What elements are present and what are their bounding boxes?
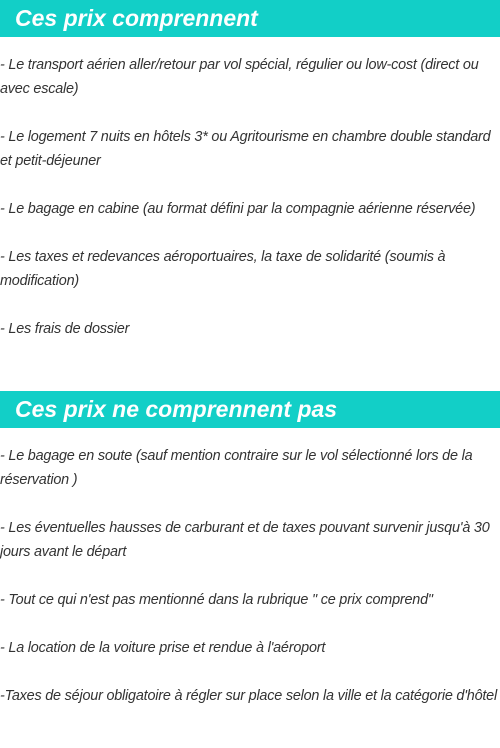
excludes-item-hold-baggage: - Le bagage en soute (sauf mention contraire sur le vol sélectionné lors de la réservation ) [0,448,473,488]
includes-item-cabin-baggage: - Le bagage en cabine (au format défini par la compagnie aérienne réservée) [0,201,476,217]
includes-item-airport-taxes: - Les taxes et redevances aéroportuaires, la taxe de solidarité (soumis à modification) [0,249,446,289]
excludes-item-fuel-surcharge: - Les éventuelles hausses de carburant et de taxes pouvant survenir jusqu'à 30 jours avant le départ [0,520,490,560]
includes-item-accommodation: - Le logement 7 nuits en hôtels 3* ou Agritourisme en chambre double standard et petit-déjeuner [0,129,491,169]
excludes-item-not-mentioned: - Tout ce qui n'est pas mentionné dans la rubrique " ce prix comprend" [0,592,433,608]
includes-item-flight: - Le transport aérien aller/retour par vol spécial, régulier ou low-cost (direct ou avec escale) [0,57,479,97]
includes-item-booking-fees: - Les frais de dossier [0,321,130,337]
excludes-item-car-rental: - La location de la voiture prise et rendue à l'aéroport [0,640,326,656]
includes-section-title: Ces prix comprennent [0,0,500,37]
excludes-item-tourist-tax: -Taxes de séjour obligatoire à régler sur place selon la ville et la catégorie d'hôtel [0,688,497,704]
excludes-section-title: Ces prix ne comprennent pas [0,391,500,428]
